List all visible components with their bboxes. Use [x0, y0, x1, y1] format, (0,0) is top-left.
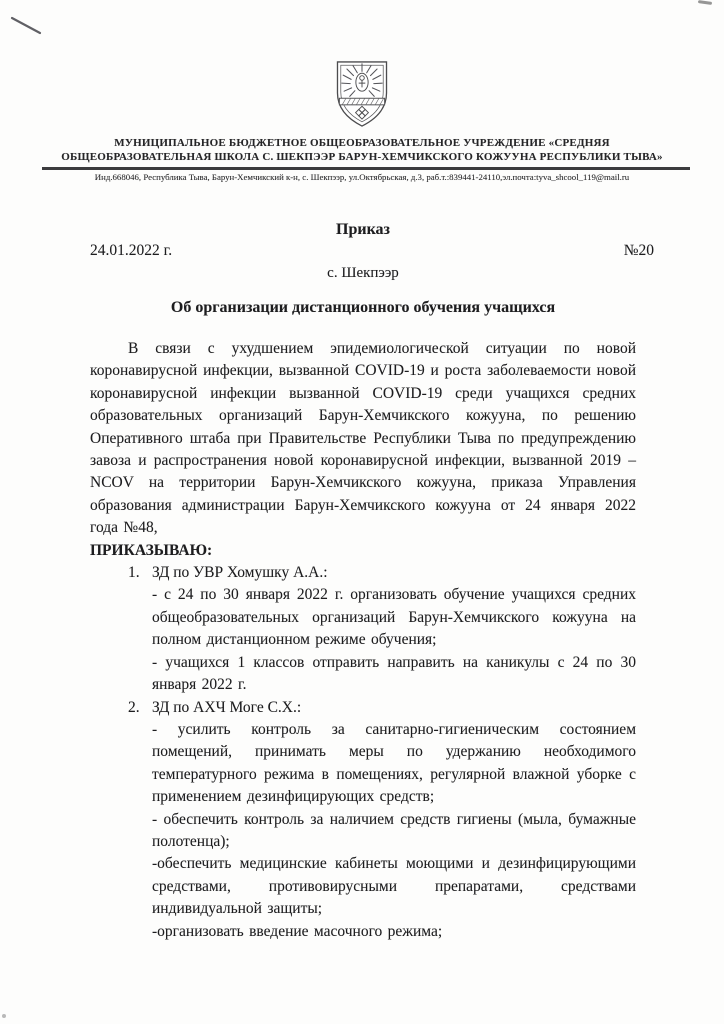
order-place: с. Шекпээр [327, 265, 399, 281]
coat-of-arms-icon [329, 56, 395, 132]
order-number: №20 [623, 242, 654, 259]
order-item-2-subitem-2: - обеспечить контроль за наличием средств гигиены (мыла, бумажные полотенца); [152, 810, 636, 850]
order-item-1-title-row [90, 562, 636, 584]
order-item-1-subitem-2: - учащихся 1 классов отправить направить на каникулы с 24 по 30 января 2022 г. [152, 653, 636, 694]
order-item-2-subitem-1: - усилить контроль за санитарно-гигиеническим состоянием помещений, принимать меры по удержанию необходимого температурного режима в помещениях, регулярной влажной уборке с применением дезинфицирующих средств; [152, 720, 636, 806]
order-item-2-subitem-3: -обеспечить медицинские кабинеты моющими и дезинфицирующими средствами, противовирусными препаратами, средствами индивидуальной защиты; [152, 855, 636, 918]
pen-stroke-artifact [0, 0, 60, 45]
order-body [90, 221, 654, 943]
order-items-list [90, 562, 636, 943]
order-item-2 [90, 697, 636, 943]
order-subject-heading: Об организации дистанционного обучения учащихся [170, 299, 556, 316]
order-item-2-title: ЗД по АХЧ Моге С.Х.: [152, 698, 302, 716]
org-name-line1: МУНИЦИПАЛЬНОЕ БЮДЖЕТНОЕ ОБЩЕОБРАЗОВАТЕЛЬНОЕ УЧРЕЖДЕНИЕ «СРЕДНЯЯ [114, 137, 610, 149]
order-item-1-number: 1. [128, 564, 140, 582]
document-type-title: Приказ [336, 221, 390, 238]
resolve-word: ПРИКАЗЫВАЮ: [90, 541, 213, 559]
order-item-1-subitem-1: - с 24 по 30 января 2022 г. организовать обучение учащихся средних общеобразовательных организаций Барун-Хемчикского кожууна на полном дистанционном режиме обучения; [152, 586, 636, 649]
letterhead [0, 56, 724, 183]
order-item-1-title: ЗД по УВР Хомушку А.А.: [152, 564, 328, 582]
org-name-line2: ОБЩЕОБРАЗОВАТЕЛЬНАЯ ШКОЛА С. ШЕКПЭЭР БАРУН-ХЕМЧИКСКОГО КОЖУУНА РЕСПУБЛИКИ ТЫВА» [61, 151, 663, 163]
scan-speck-top-right [698, 0, 712, 5]
order-item-2-subitem-4: -организовать введение масочного режима; [152, 922, 443, 940]
order-item-1 [90, 562, 636, 696]
order-item-2-title-row [90, 697, 636, 719]
date-number-row [90, 240, 654, 262]
org-address: Инд.668046, Республика Тыва, Барун-Хемчикский к-н, с. Шекпээр, ул.Октябрьская, д.3, раб.т.:839441-24110,эл.почта:tyva_shcool_119@mail.ru [94, 172, 630, 182]
organization-name [0, 136, 724, 164]
order-preamble: В связи с ухудшением эпидемиологической ситуации по новой коронавирусной инфекции, вызванной COVID-19 и роста заболеваемости новой коронавирусной инфекции вызванной COVID-19 среди учащихся средних образовательных организаций Барун-Хемчикского кожууна, по решению Оперативного штаба при Правительстве Республики Тыва по предупреждению завоза и распространения новой коронавирусной инфекции, вызванной 2019 – NCOV на территории Барун-Хемчикского кожууна, приказа Управления образования администрации Барун-Хемчикского кожууна от 24 января 2022 года №48, [90, 340, 636, 537]
letterhead-divider [42, 167, 690, 170]
order-date: 24.01.2022 г. [90, 242, 173, 259]
scan-speck-bottom-left [2, 1014, 6, 1018]
order-item-2-number: 2. [128, 698, 140, 716]
